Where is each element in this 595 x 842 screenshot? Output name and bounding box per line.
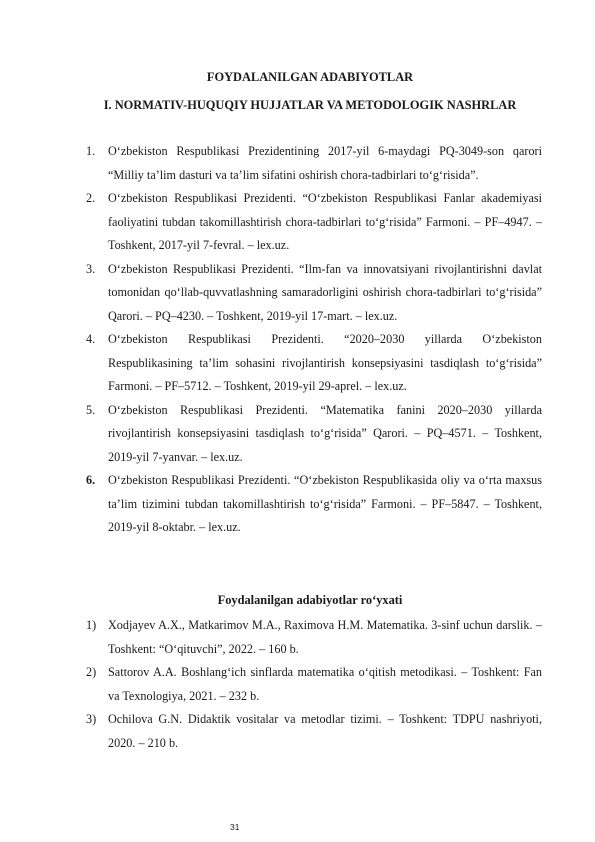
- list-item: [86, 328, 542, 399]
- item-number: 3): [86, 712, 97, 726]
- item-text: O‘zbekiston Respublikasi Prezidenti. “O‘zbekiston Respublikasi Fanlar akademiyasi faoliyatini tubdan takomillashtirish chora-tadbirlari to‘g‘risida” Farmoni. – PF–4947. – Toshkent, 2017-yil 7-fevral. – lex.uz.: [108, 191, 542, 252]
- section-title-literature: Foydalanilgan adabiyotlar ro‘yxati: [217, 593, 403, 607]
- item-number: 1.: [86, 144, 96, 158]
- page-title: FOYDALANILGAN ADABIYOTLAR: [206, 70, 414, 84]
- item-number: 5.: [86, 402, 96, 417]
- item-text: O‘zbekiston Respublikasi Prezidentining 2017-yil 6-maydagi PQ-3049-son qarori “Milliy ta’lim dasturi va ta’lim sifatini oshirish chora-tadbirlari to‘g‘risida”.: [108, 144, 542, 182]
- item-text: Ochilova G.N. Didaktik vositalar va metodlar tizimi. – Toshkent: TDPU nashriyoti, 2020. – 210 b.: [108, 712, 542, 750]
- normative-list: [86, 140, 542, 540]
- item-number: 2.: [86, 191, 96, 205]
- list-item: [86, 140, 542, 187]
- list-item: [86, 614, 542, 661]
- item-text: Sattorov A.A. Boshlang‘ich sinflarda matematika o‘qitish metodikasi. – Toshkent: Fan va Texnologiya, 2021. – 232 b.: [108, 665, 542, 703]
- item-number: 3.: [86, 261, 96, 276]
- list-item: [86, 187, 542, 258]
- list-item: [86, 661, 542, 708]
- list-item: [86, 399, 542, 470]
- list-item: [86, 469, 542, 540]
- item-text: O‘zbekiston Respublikasi Prezidenti. “2020–2030 yillarda O‘zbekiston Respublikasining ta’lim sohasini rivojlantirish konsepsiyasini tasdiqlash to‘g‘risida” Farmoni. – PF–5712. – Toshkent, 2019-yil 29-aprel. – lex.uz.: [108, 332, 542, 393]
- page-number: 31: [230, 822, 240, 832]
- item-number: 2): [86, 665, 97, 679]
- item-text: O‘zbekiston Respublikasi Prezidenti. “Ilm-fan va innovatsiyani rivojlantirishni davlat tomonidan qo‘llab-quvvatlashning samaradorligini oshirish chora-tadbirlari to‘g‘risida” Qarori. – PQ–4230. – Toshkent, 2019-yil 17-mart. – lex.uz.: [108, 261, 542, 323]
- section-title-normative: I. NORMATIV-HUQUQIY HUJJATLAR VA METODOLOGIK NASHRLAR: [103, 98, 517, 112]
- item-text: Xodjayev A.X., Matkarimov M.A., Raximova H.M. Matematika. 3-sinf uchun darslik. – Toshkent: “O‘qituvchi”, 2022. – 160 b.: [108, 618, 542, 656]
- item-number: 4.: [86, 332, 96, 346]
- literature-list: [86, 614, 542, 755]
- item-text: O‘zbekiston Respublikasi Prezidenti. “Matematika fanini 2020–2030 yillarda rivojlantirish konsepsiyasini tasdiqlash to‘g‘risida” Qarori. – PQ–4571. – Toshkent, 2019-yil 7-yanvar. – lex.uz.: [108, 402, 542, 464]
- item-number: 1): [86, 618, 97, 632]
- list-item: [86, 708, 542, 755]
- item-text: O‘zbekiston Respublikasi Prezidenti. “O‘zbekiston Respublikasida oliy va o‘rta maxsus ta’lim tizimini tubdan takomillashtirish to‘g‘risida” Farmoni. – PF–5847. – Toshkent, 2019-yil 8-oktabr. – lex.uz.: [108, 473, 542, 534]
- item-number: 6.: [86, 473, 96, 487]
- list-item: [86, 258, 542, 329]
